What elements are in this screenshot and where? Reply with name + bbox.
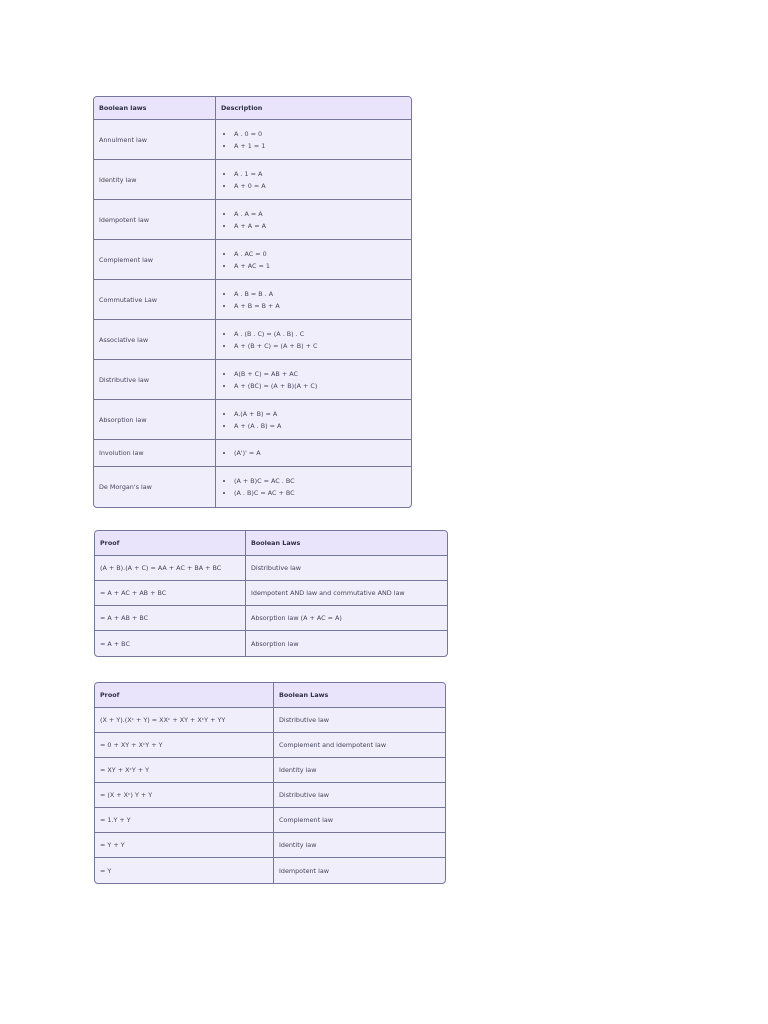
proof-step: = (X + Xᶜ) Y + Y: [95, 783, 274, 808]
table-row: [95, 858, 445, 883]
law-name: Commutative Law: [94, 280, 216, 320]
law-used: Distributive law: [246, 556, 447, 581]
proof-step: = 1.Y + Y: [95, 808, 274, 833]
proof-step: = Y + Y: [95, 833, 274, 858]
proof-step: = A + AC + AB + BC: [95, 581, 246, 606]
law-name: Annulment law: [94, 120, 216, 160]
law-name: Absorption law: [94, 400, 216, 440]
table-row: [95, 556, 447, 581]
law-description: [216, 240, 411, 280]
law-item: • A . A = A: [234, 208, 406, 220]
law-used: Absorption law: [251, 639, 299, 648]
column-header: Boolean Laws: [274, 683, 445, 708]
proof-step: = 0 + XY + XᶜY + Y: [95, 733, 274, 758]
proof-step: = A + BC: [95, 631, 246, 656]
column-header: Boolean laws: [94, 97, 216, 120]
table-row: [95, 808, 445, 833]
table-row: [94, 120, 411, 160]
law-description: [216, 360, 411, 400]
law-name: De Morgan's law: [94, 467, 216, 507]
table-row: [95, 708, 445, 733]
law-used: Identity law: [274, 833, 445, 858]
law-item: • (A + B)C = AC . BC: [234, 475, 406, 487]
table-row: [94, 160, 411, 200]
table-row: [95, 783, 445, 808]
law-description: [216, 400, 411, 440]
table-header-row: [95, 531, 447, 556]
proof-step: (X + Y).(Xᶜ + Y) = XXᶜ + XY + XᶜY + YY: [95, 708, 274, 733]
law-item: • (A . B)C = AC + BC: [234, 487, 406, 499]
law-item: • A + (A . B) = A: [234, 420, 406, 432]
table-header-row: [95, 683, 445, 708]
law-name: Idempotent law: [94, 200, 216, 240]
law-item: • A . 1 = A: [234, 168, 406, 180]
law-used: Distributive law: [274, 708, 445, 733]
column-header: Proof: [95, 683, 274, 708]
boolean-laws-table: [93, 96, 412, 508]
table-row: [95, 606, 447, 631]
law-name: Involution law: [94, 440, 216, 467]
law-name: Identity law: [94, 160, 216, 200]
law-name: Distributive law: [94, 360, 216, 400]
law-used: Idempotent AND law and commutative AND law: [246, 581, 447, 606]
table-row: [95, 758, 445, 783]
table-row: [95, 833, 445, 858]
column-header: Boolean Laws: [246, 531, 447, 556]
proof-table-2: [94, 682, 446, 884]
table-row: [94, 440, 411, 467]
law-item: • A . B = B . A: [234, 288, 406, 300]
law-description: [216, 120, 411, 160]
law-used: Absorption law (A + AC = A): [246, 606, 447, 631]
proof-step: (A + B).(A + C) = AA + AC + BA + BC: [95, 556, 246, 581]
law-item: • A(B + C) = AB + AC: [234, 368, 406, 380]
proof-table-1: [94, 530, 448, 657]
law-item: • A . AC = 0: [234, 248, 406, 260]
table-row: [94, 400, 411, 440]
law-description: [216, 467, 411, 507]
law-item: • A + AC = 1: [234, 260, 406, 272]
law-item: • (A')' = A: [234, 447, 406, 459]
law-description: [216, 280, 411, 320]
column-header: Proof: [95, 531, 246, 556]
table-row: [94, 280, 411, 320]
law-item: • A . 0 = 0: [234, 128, 406, 140]
law-used: Complement law: [274, 808, 445, 833]
table-header-row: [94, 97, 411, 120]
law-item: • A + 1 = 1: [234, 140, 406, 152]
column-header: Description: [216, 97, 411, 120]
law-item: • A + (BC) = (A + B)(A + C): [234, 380, 406, 392]
table-row: [95, 581, 447, 606]
law-used: Complement and idempotent law: [274, 733, 445, 758]
table-row: [94, 200, 411, 240]
table-row: [95, 733, 445, 758]
law-used: Distributive law: [274, 783, 445, 808]
law-item: • A + A = A: [234, 220, 406, 232]
law-item: • A . (B . C) = (A . B) . C: [234, 328, 406, 340]
law-item: • A + 0 = A: [234, 180, 406, 192]
law-item: • A + B = B + A: [234, 300, 406, 312]
law-item: • A + (B + C) = (A + B) + C: [234, 340, 406, 352]
law-used: Idempotent law: [279, 866, 330, 875]
proof-step: = A + AB + BC: [95, 606, 246, 631]
proof-step: = XY + XᶜY + Y: [95, 758, 274, 783]
table-row: [95, 631, 447, 656]
law-description: [216, 200, 411, 240]
law-used: Identity law: [274, 758, 445, 783]
table-row: [94, 240, 411, 280]
law-name: Complement law: [94, 240, 216, 280]
law-name: Associative law: [94, 320, 216, 360]
table-row: [94, 360, 411, 400]
law-description: [216, 320, 411, 360]
table-row: [94, 320, 411, 360]
law-item: • A.(A + B) = A: [234, 408, 406, 420]
table-row: [94, 467, 411, 507]
law-description: [216, 440, 411, 467]
law-description: [216, 160, 411, 200]
proof-step: = Y: [95, 858, 274, 883]
